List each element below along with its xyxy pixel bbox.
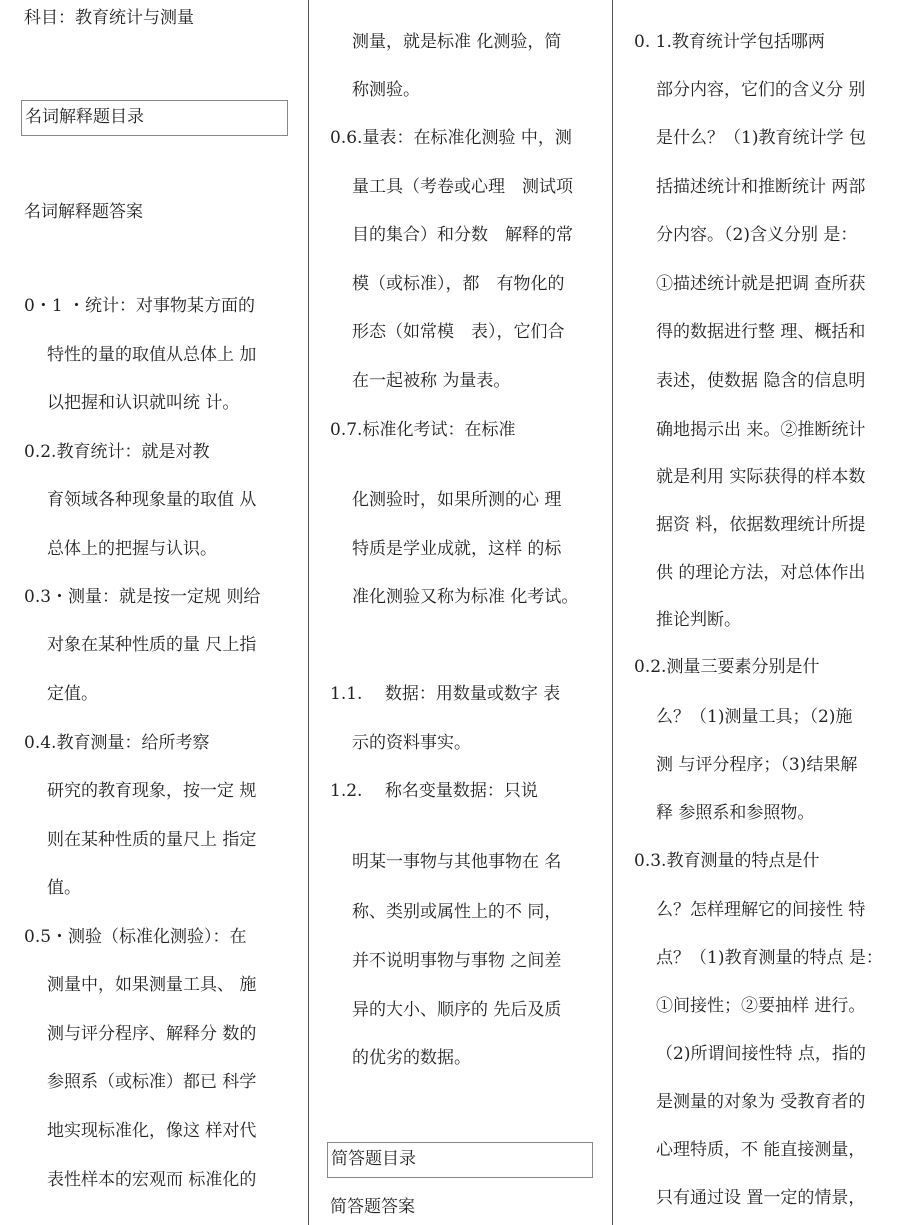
item-text-line: 以把握和认识就叫统 计。 — [47, 393, 240, 413]
short-answers-heading: 简答题答案 — [330, 1197, 415, 1217]
item-text-line: 供 的理论方法，对总体作出 — [656, 563, 866, 583]
short-toc-label: 简答题目录 — [331, 1149, 416, 1169]
item-heading-line: 0.3・测量：就是按一定规 则给 — [24, 587, 261, 607]
column-divider — [308, 0, 309, 1225]
item-text-line: 称测验。 — [352, 80, 420, 100]
item-text-line: 据资 料，依据数理统计所提 — [656, 515, 866, 535]
item-text-line: 测 与评分程序；（3)结果解 — [656, 755, 858, 775]
item-text-line: 化测验时，如果所测的心 理 — [352, 490, 562, 510]
column-divider — [612, 0, 613, 1225]
item-heading-line: 0.3.教育测量的特点是什 — [634, 851, 820, 871]
item-text-line: 部分内容，它们的含义分 别 — [656, 80, 866, 100]
item-text-line: 总体上的把握与认识。 — [47, 539, 217, 559]
item-text-line: 研究的教育现象，按一定 规 — [47, 781, 257, 801]
item-text-line: 推论判断。 — [656, 610, 741, 630]
item-text-line: 确地揭示出 来。②推断统计 — [656, 420, 866, 440]
item-text-line: 括描述统计和推断统计 两部 — [656, 177, 866, 197]
item-text-line: 么？（1)测量工具；（2)施 — [656, 707, 853, 727]
item-text-line: 分内容。（2)含义分别 是： — [656, 225, 858, 245]
glossary-toc-label: 名词解释题目录 — [25, 107, 144, 127]
item-heading-line: 0.2.教育统计：就是对教 — [24, 442, 210, 462]
item-heading-line: 0. 1.教育统计学包括哪两 — [634, 32, 825, 52]
item-text-line: 异的大小、顺序的 先后及质 — [352, 1000, 562, 1020]
item-text-line: 准化测验又称为标准 化考试。 — [352, 587, 579, 607]
item-text-line: 值。 — [47, 878, 81, 898]
item-text-line: 么？怎样理解它的间接性 特 — [656, 900, 866, 920]
item-text-line: 目的集合）和分数 解释的常 — [352, 225, 573, 245]
item-text-line: 只有通过设 置一定的情景， — [656, 1188, 866, 1208]
item-text-line: 参照系（或标准）都已 科学 — [47, 1072, 257, 1092]
short-toc-box[interactable] — [327, 1142, 593, 1178]
item-text-line: （2)所谓间接性特 点，指的 — [656, 1044, 866, 1064]
item-text-line: 育领域各种现象量的取值 从 — [47, 490, 257, 510]
item-text-line: 表述，使数据 隐含的信息明 — [656, 371, 866, 391]
item-heading-line: 0・1 ・统计：对事物某方面的 — [24, 296, 256, 316]
item-text-line: 表性样本的宏观而 标准化的 — [47, 1170, 257, 1190]
glossary-toc-box[interactable] — [21, 100, 288, 136]
item-text-line: 特性的量的取值从总体上 加 — [47, 345, 257, 365]
item-text-line: 地实现标准化，像这 样对代 — [47, 1121, 257, 1141]
item-text-line: ①间接性；②要抽样 进行。 — [656, 996, 866, 1016]
item-heading-line: 0.2.测量三要素分别是什 — [634, 657, 820, 677]
item-text-line: 并不说明事物与事物 之间差 — [352, 951, 562, 971]
item-text-line: ①描述统计就是把调 查所获 — [656, 274, 866, 294]
item-text-line: 心理特质，不 能直接测量， — [656, 1140, 866, 1160]
item-text-line: 在一起被称 为量表。 — [352, 371, 511, 391]
item-text-line: 就是利用 实际获得的样本数 — [656, 467, 866, 487]
item-text-line: 对象在某种性质的量 尺上指 — [47, 635, 257, 655]
item-text-line: 特质是学业成就，这样 的标 — [352, 539, 562, 559]
item-heading-line: 0.4.教育测量：给所考察 — [24, 733, 210, 753]
item-text-line: 明某一事物与其他事物在 名 — [352, 852, 562, 872]
item-text-line: 是测量的对象为 受教育者的 — [656, 1092, 866, 1112]
item-text-line: 点？（1)教育测量的特点 是： — [656, 948, 883, 968]
item-text-line: 模（或标准），都 有物化的 — [352, 274, 565, 294]
item-text-line: 释 参照系和参照物。 — [656, 803, 815, 823]
item-text-line: 称、类别或属性上的不 同， — [352, 902, 562, 922]
item-heading-line: 0.7.标准化考试：在标准 — [330, 420, 516, 440]
item-heading-line: 1.1. 数据：用数量或数字 表 — [330, 684, 561, 704]
item-text-line: 测与评分程序、解释分 数的 — [47, 1024, 257, 1044]
subject-title: 科目：教育统计与测量 — [24, 8, 194, 28]
item-heading-line: 0.5・测验（标准化测验）：在 — [24, 927, 247, 947]
item-text-line: 定值。 — [47, 684, 98, 704]
item-text-line: 测量，就是标准 化测验，简 — [352, 32, 562, 52]
item-text-line: 形态（如常模 表），它们合 — [352, 322, 565, 342]
item-text-line: 的优劣的数据。 — [352, 1048, 471, 1068]
item-heading-line: 1.2. 称名变量数据：只说 — [330, 781, 538, 801]
item-text-line: 示的资料事实。 — [352, 733, 471, 753]
item-heading-line: 0.6.量表：在标准化测验 中，测 — [330, 128, 572, 148]
item-text-line: 是什么？（1)教育统计学 包 — [656, 128, 866, 148]
glossary-answers-heading: 名词解释题答案 — [24, 202, 143, 222]
item-text-line: 则在某种性质的量尺上 指定 — [47, 830, 257, 850]
item-text-line: 得的数据进行整 理、概括和 — [656, 322, 866, 342]
item-text-line: 量工具（考卷或心理 测试项 — [352, 177, 573, 197]
item-text-line: 测量中，如果测量工具、 施 — [47, 975, 257, 995]
